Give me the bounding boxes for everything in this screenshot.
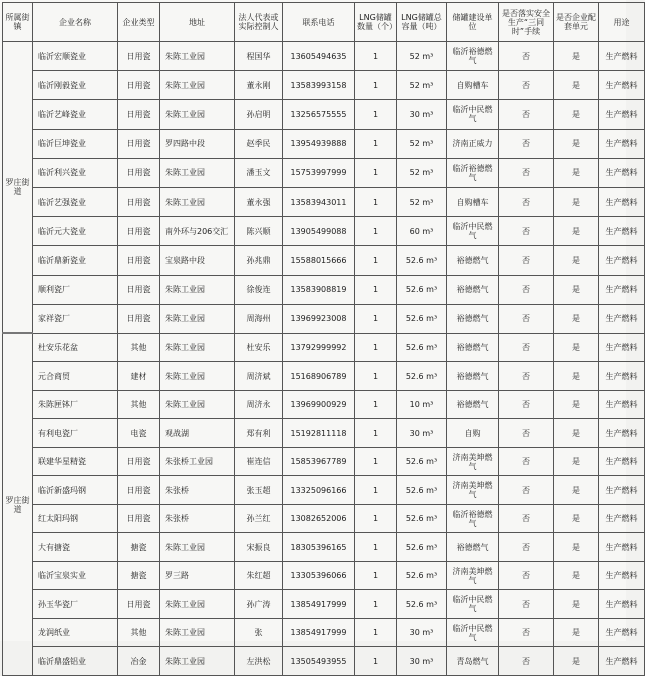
table-cell: 孙兆鼎 — [235, 246, 283, 275]
table-cell: 生产燃料 — [599, 158, 645, 187]
table-row — [3, 476, 645, 505]
table-cell: 临沂艺峰瓷业 — [33, 100, 118, 129]
table-cell: 52 m³ — [397, 187, 447, 216]
table-cell: 日用瓷 — [118, 129, 160, 158]
table-cell: 日用瓷 — [118, 590, 160, 619]
table-cell: 临沂裕德燃气 — [447, 504, 499, 533]
table-cell: 1 — [355, 647, 397, 676]
group1-body — [3, 42, 645, 334]
table-cell: 1 — [355, 129, 397, 158]
table-row — [3, 333, 645, 362]
table-row — [3, 362, 645, 391]
table-cell: 朱红超 — [235, 561, 283, 590]
table-cell: 孙启明 — [235, 100, 283, 129]
table-cell: 是 — [554, 362, 599, 391]
table-cell: 否 — [499, 158, 554, 187]
table-cell: 搪瓷 — [118, 533, 160, 562]
table-cell: 朱陈工业园 — [160, 333, 235, 362]
table-cell: 济南美坤燃气 — [447, 447, 499, 476]
table-cell: 临沂鼎盛铝业 — [33, 647, 118, 676]
table-cell: 否 — [499, 217, 554, 246]
table-cell: 否 — [499, 275, 554, 304]
table-cell: 1 — [355, 390, 397, 419]
table-cell: 否 — [499, 504, 554, 533]
table-cell: 15588015666 — [283, 246, 355, 275]
table-cell: 30 m³ — [397, 647, 447, 676]
table-cell: 有利电瓷厂 — [33, 419, 118, 448]
table-cell: 30 m³ — [397, 419, 447, 448]
table-cell: 52 m³ — [397, 158, 447, 187]
table-cell: 生产燃料 — [599, 447, 645, 476]
table-cell: 朱陈工业园 — [160, 647, 235, 676]
table-cell: 是 — [554, 647, 599, 676]
table-cell: 元合商贸 — [33, 362, 118, 391]
table-row — [3, 533, 645, 562]
table-cell: 冶金 — [118, 647, 160, 676]
table-cell: 朱陈工业园 — [160, 590, 235, 619]
table-row — [3, 129, 645, 158]
table-cell: 52 m³ — [397, 129, 447, 158]
table-cell: 13583993158 — [283, 71, 355, 100]
table-cell: 52.6 m³ — [397, 246, 447, 275]
table-cell: 日用瓷 — [118, 42, 160, 71]
table-cell: 是 — [554, 129, 599, 158]
table-row — [3, 561, 645, 590]
table-cell: 13854917999 — [283, 618, 355, 647]
table-cell: 张玉超 — [235, 476, 283, 505]
table-cell: 1 — [355, 504, 397, 533]
table-cell: 52.6 m³ — [397, 333, 447, 362]
table-cell: 生产燃料 — [599, 533, 645, 562]
table-cell: 52.6 m³ — [397, 476, 447, 505]
table-row — [3, 187, 645, 216]
table-cell: 是 — [554, 476, 599, 505]
table-cell: 临沂巨坤瓷业 — [33, 129, 118, 158]
table-cell: 生产燃料 — [599, 246, 645, 275]
table-cell: 60 m³ — [397, 217, 447, 246]
table-cell: 1 — [355, 618, 397, 647]
table-cell: 52.6 m³ — [397, 275, 447, 304]
table-cell: 日用瓷 — [118, 158, 160, 187]
table-cell: 电瓷 — [118, 419, 160, 448]
group2-body — [3, 333, 645, 675]
table-cell: 朱陈工业园 — [160, 42, 235, 71]
table-cell: 生产燃料 — [599, 100, 645, 129]
table-cell: 孙玉华瓷厂 — [33, 590, 118, 619]
table-cell: 13854917999 — [283, 590, 355, 619]
lng-enterprise-table — [2, 2, 645, 676]
table-cell: 杜安乐 — [235, 333, 283, 362]
table-cell: 否 — [499, 304, 554, 333]
table-cell: 是 — [554, 187, 599, 216]
table-row — [3, 71, 645, 100]
table-cell: 13792999992 — [283, 333, 355, 362]
table-cell: 15168906789 — [283, 362, 355, 391]
table-cell: 是 — [554, 71, 599, 100]
table-cell: 否 — [499, 533, 554, 562]
table-cell: 朱陈工业园 — [160, 187, 235, 216]
table-row — [3, 504, 645, 533]
table-cell: 朱张桥 — [160, 504, 235, 533]
table-cell: 周济永 — [235, 390, 283, 419]
table-cell: 孙广涛 — [235, 590, 283, 619]
table-cell: 52.6 m³ — [397, 447, 447, 476]
table-cell: 临沂元大瓷业 — [33, 217, 118, 246]
table-cell: 观战湖 — [160, 419, 235, 448]
column-header: 是否企业配套单元 — [554, 3, 599, 42]
table-cell: 朱陈工业园 — [160, 275, 235, 304]
table-cell: 是 — [554, 590, 599, 619]
table-cell: 朱陈工业园 — [160, 100, 235, 129]
table-cell: 52.6 m³ — [397, 590, 447, 619]
table-cell: 52.6 m³ — [397, 504, 447, 533]
table-cell: 是 — [554, 533, 599, 562]
table-cell: 13905499088 — [283, 217, 355, 246]
table-cell: 生产燃料 — [599, 42, 645, 71]
table-cell: 13969900929 — [283, 390, 355, 419]
table-cell: 裕德燃气 — [447, 246, 499, 275]
table-cell: 否 — [499, 187, 554, 216]
column-header: LNG储罐数量（个） — [355, 3, 397, 42]
table-cell: 潘玉文 — [235, 158, 283, 187]
table-cell: 周海州 — [235, 304, 283, 333]
table-cell: 生产燃料 — [599, 390, 645, 419]
table-cell: 生产燃料 — [599, 618, 645, 647]
table-cell: 是 — [554, 246, 599, 275]
table-cell: 1 — [355, 590, 397, 619]
table-cell: 13583908819 — [283, 275, 355, 304]
table-cell: 1 — [355, 217, 397, 246]
table-cell: 程国华 — [235, 42, 283, 71]
table-cell: 罗三路 — [160, 561, 235, 590]
table-cell: 红太阳玛钢 — [33, 504, 118, 533]
table-cell: 生产燃料 — [599, 217, 645, 246]
table-cell: 赵季民 — [235, 129, 283, 158]
table-cell: 临沂艺强瓷业 — [33, 187, 118, 216]
table-cell: 裕德燃气 — [447, 533, 499, 562]
table-cell: 生产燃料 — [599, 590, 645, 619]
table-cell: 否 — [499, 246, 554, 275]
table-cell: 日用瓷 — [118, 275, 160, 304]
table-cell: 日用瓷 — [118, 71, 160, 100]
table-cell: 否 — [499, 362, 554, 391]
column-header: 所属街镇 — [3, 3, 33, 42]
table-cell: 朱陈工业园 — [160, 304, 235, 333]
table-cell: 1 — [355, 275, 397, 304]
table-cell: 生产燃料 — [599, 129, 645, 158]
table-cell: 52.6 m³ — [397, 362, 447, 391]
column-header: 是否落实安全生产“三同时”手续 — [499, 3, 554, 42]
table-cell: 日用瓷 — [118, 246, 160, 275]
table-row — [3, 246, 645, 275]
table-cell: 周济斌 — [235, 362, 283, 391]
column-header: 联系电话 — [283, 3, 355, 42]
table-cell: 是 — [554, 275, 599, 304]
table-cell: 其他 — [118, 390, 160, 419]
table-cell: 陈兴顺 — [235, 217, 283, 246]
table-cell: 13082652006 — [283, 504, 355, 533]
table-cell: 13583943011 — [283, 187, 355, 216]
table-row — [3, 100, 645, 129]
table-cell: 临沂中民燃气 — [447, 100, 499, 129]
table-cell: 大有搪瓷 — [33, 533, 118, 562]
table-cell: 自购 — [447, 419, 499, 448]
table-cell: 是 — [554, 447, 599, 476]
column-header: LNG储罐总容量（吨） — [397, 3, 447, 42]
table-row — [3, 42, 645, 71]
table-cell: 是 — [554, 504, 599, 533]
table-cell: 否 — [499, 100, 554, 129]
table-cell: 1 — [355, 42, 397, 71]
table-row — [3, 419, 645, 448]
table-cell: 朱陈匣钵厂 — [33, 390, 118, 419]
table-cell: 是 — [554, 333, 599, 362]
table-cell: 其他 — [118, 333, 160, 362]
table-cell: 52.6 m³ — [397, 304, 447, 333]
table-cell: 1 — [355, 158, 397, 187]
table-cell: 联建华星精瓷 — [33, 447, 118, 476]
table-cell: 否 — [499, 333, 554, 362]
table-cell: 否 — [499, 647, 554, 676]
table-cell: 左洪松 — [235, 647, 283, 676]
table-cell: 52.6 m³ — [397, 533, 447, 562]
table-cell: 生产燃料 — [599, 71, 645, 100]
table-cell: 临沂利兴瓷业 — [33, 158, 118, 187]
table-cell: 朱陈工业园 — [160, 390, 235, 419]
table-cell: 朱陈工业园 — [160, 533, 235, 562]
table-cell: 裕德燃气 — [447, 390, 499, 419]
table-cell: 1 — [355, 333, 397, 362]
table-cell: 13325096166 — [283, 476, 355, 505]
table-cell: 临沂裕德燃气 — [447, 42, 499, 71]
table-cell: 生产燃料 — [599, 187, 645, 216]
table-cell: 1 — [355, 533, 397, 562]
table-cell: 1 — [355, 187, 397, 216]
table-cell: 孙兰红 — [235, 504, 283, 533]
table-cell: 南外环与206交汇 — [160, 217, 235, 246]
table-cell: 临沂裕德燃气 — [447, 158, 499, 187]
table-header-row — [3, 3, 645, 42]
table-cell: 临沂中民燃气 — [447, 618, 499, 647]
table-cell: 是 — [554, 390, 599, 419]
table-cell: 朱陈工业园 — [160, 71, 235, 100]
table-cell: 临沂刚毅瓷业 — [33, 71, 118, 100]
table-cell: 生产燃料 — [599, 304, 645, 333]
table-cell: 裕德燃气 — [447, 333, 499, 362]
table-cell: 朱陈工业园 — [160, 618, 235, 647]
table-cell: 是 — [554, 217, 599, 246]
table-cell: 是 — [554, 419, 599, 448]
table-row — [3, 590, 645, 619]
table-cell: 龙润纸业 — [33, 618, 118, 647]
table-cell: 顺利瓷厂 — [33, 275, 118, 304]
table-cell: 15853967789 — [283, 447, 355, 476]
table-cell: 朱陈工业园 — [160, 158, 235, 187]
table-cell: 宋振良 — [235, 533, 283, 562]
table-cell: 13505493955 — [283, 647, 355, 676]
table-cell: 董永强 — [235, 187, 283, 216]
table-cell: 自购槽车 — [447, 71, 499, 100]
table-cell: 张 — [235, 618, 283, 647]
table-cell: 临沂鼎新瓷业 — [33, 246, 118, 275]
table-cell: 10 m³ — [397, 390, 447, 419]
table-row — [3, 158, 645, 187]
table-cell: 生产燃料 — [599, 362, 645, 391]
table-cell: 济南正威力 — [447, 129, 499, 158]
column-header: 企业类型 — [118, 3, 160, 42]
table-cell: 否 — [499, 476, 554, 505]
table-cell: 否 — [499, 561, 554, 590]
table-cell: 1 — [355, 362, 397, 391]
table-cell: 生产燃料 — [599, 419, 645, 448]
table-cell: 崔连信 — [235, 447, 283, 476]
table-cell: 日用瓷 — [118, 217, 160, 246]
column-header: 企业名称 — [33, 3, 118, 42]
table-cell: 家祥瓷厂 — [33, 304, 118, 333]
table-cell: 生产燃料 — [599, 561, 645, 590]
table-cell: 是 — [554, 42, 599, 71]
table-row — [3, 618, 645, 647]
table-cell: 日用瓷 — [118, 304, 160, 333]
table-cell: 1 — [355, 419, 397, 448]
column-header: 用途 — [599, 3, 645, 42]
table-cell: 52 m³ — [397, 42, 447, 71]
table-row — [3, 275, 645, 304]
table-cell: 1 — [355, 561, 397, 590]
table-cell: 15192811118 — [283, 419, 355, 448]
table-cell: 是 — [554, 304, 599, 333]
table-cell: 否 — [499, 42, 554, 71]
table-cell: 1 — [355, 100, 397, 129]
table-cell: 生产燃料 — [599, 333, 645, 362]
table-row — [3, 304, 645, 333]
table-cell: 裕德燃气 — [447, 362, 499, 391]
table-cell: 否 — [499, 71, 554, 100]
table-cell: 否 — [499, 390, 554, 419]
table-cell: 青岛燃气 — [447, 647, 499, 676]
town-cell: 罗庄街道 — [3, 42, 33, 334]
town-cell: 罗庄街道 — [3, 333, 33, 675]
table-row — [3, 217, 645, 246]
table-row — [3, 647, 645, 676]
table-cell: 生产燃料 — [599, 476, 645, 505]
table-cell: 济南美坤燃气 — [447, 476, 499, 505]
table-cell: 13256575555 — [283, 100, 355, 129]
table-cell: 52.6 m³ — [397, 561, 447, 590]
table-cell: 13605494635 — [283, 42, 355, 71]
table-cell: 其他 — [118, 618, 160, 647]
table-cell: 1 — [355, 447, 397, 476]
table-cell: 临沂中民燃气 — [447, 217, 499, 246]
table-cell: 1 — [355, 476, 397, 505]
table-cell: 郑有利 — [235, 419, 283, 448]
table-row — [3, 390, 645, 419]
table-cell: 否 — [499, 447, 554, 476]
table-cell: 30 m³ — [397, 100, 447, 129]
table-cell: 济南美坤燃气 — [447, 561, 499, 590]
table-cell: 日用瓷 — [118, 100, 160, 129]
table-cell: 1 — [355, 71, 397, 100]
table-cell: 建材 — [118, 362, 160, 391]
table-cell: 临沂中民燃气 — [447, 590, 499, 619]
table-cell: 临沂宝泉实业 — [33, 561, 118, 590]
table-cell: 否 — [499, 618, 554, 647]
table-cell: 日用瓷 — [118, 476, 160, 505]
table-cell: 生产燃料 — [599, 275, 645, 304]
table-cell: 生产燃料 — [599, 647, 645, 676]
table-cell: 否 — [499, 419, 554, 448]
table-cell: 是 — [554, 618, 599, 647]
table-cell: 临沂新盛玛钢 — [33, 476, 118, 505]
table-cell: 裕德燃气 — [447, 275, 499, 304]
table-cell: 否 — [499, 129, 554, 158]
table-cell: 朱陈工业园 — [160, 362, 235, 391]
table-cell: 13305396066 — [283, 561, 355, 590]
column-header: 储罐建设单位 — [447, 3, 499, 42]
table-cell: 18305396165 — [283, 533, 355, 562]
table-cell: 1 — [355, 246, 397, 275]
table-cell: 朱张桥工业园 — [160, 447, 235, 476]
table-cell: 13969923008 — [283, 304, 355, 333]
table-cell: 董永刚 — [235, 71, 283, 100]
table-cell: 15753997999 — [283, 158, 355, 187]
table-cell: 自购槽车 — [447, 187, 499, 216]
table-cell: 否 — [499, 590, 554, 619]
table-cell: 宝泉路中段 — [160, 246, 235, 275]
column-header: 法人代表或实际控制人 — [235, 3, 283, 42]
table-cell: 临沂宏顺瓷业 — [33, 42, 118, 71]
table-cell: 日用瓷 — [118, 447, 160, 476]
table-cell: 罗四路中段 — [160, 129, 235, 158]
table-cell: 裕德燃气 — [447, 304, 499, 333]
table-cell: 30 m³ — [397, 618, 447, 647]
column-header: 地址 — [160, 3, 235, 42]
table-cell: 52 m³ — [397, 71, 447, 100]
table-cell: 是 — [554, 561, 599, 590]
table-cell: 杜安乐花盆 — [33, 333, 118, 362]
table-cell: 徐俊连 — [235, 275, 283, 304]
table-cell: 1 — [355, 304, 397, 333]
table-cell: 13954939888 — [283, 129, 355, 158]
table-cell: 日用瓷 — [118, 187, 160, 216]
table-cell: 日用瓷 — [118, 504, 160, 533]
table-row — [3, 447, 645, 476]
table-cell: 生产燃料 — [599, 504, 645, 533]
table-cell: 朱张桥 — [160, 476, 235, 505]
table-cell: 搪瓷 — [118, 561, 160, 590]
table-cell: 是 — [554, 100, 599, 129]
table-cell: 是 — [554, 158, 599, 187]
